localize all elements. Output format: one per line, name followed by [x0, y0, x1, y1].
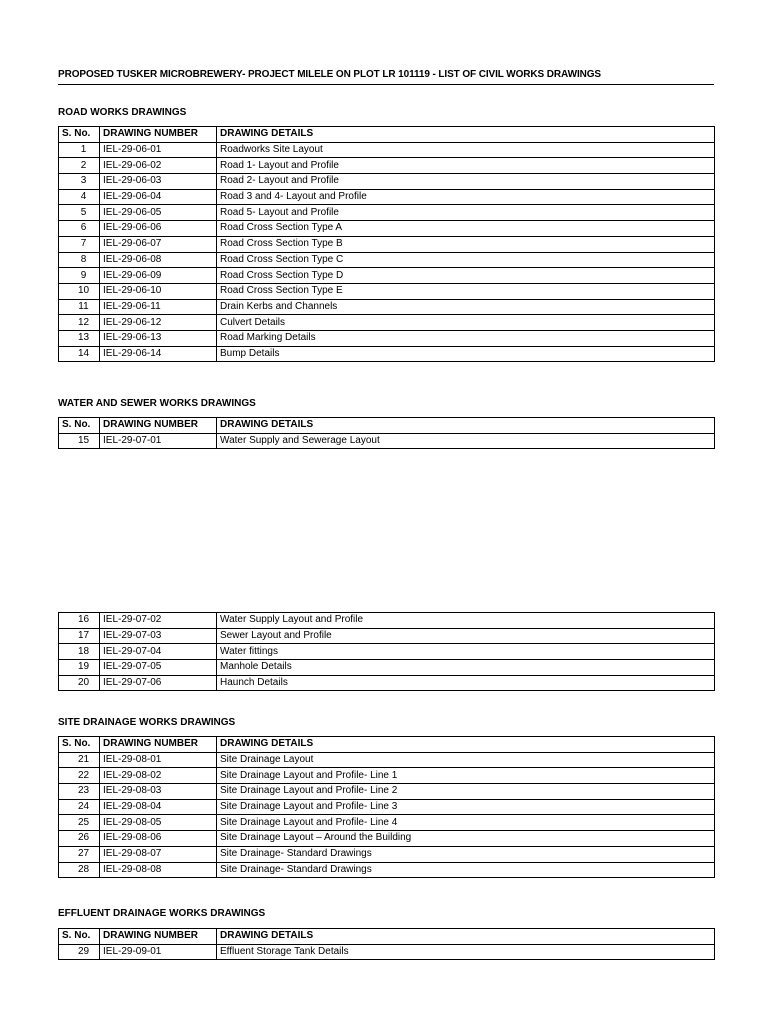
cell-drawing-details: Road Cross Section Type C — [217, 252, 715, 268]
table-row — [59, 815, 715, 831]
cell-sno: 14 — [59, 346, 100, 362]
cell-sno: 16 — [59, 613, 100, 629]
table-row — [59, 799, 715, 815]
cell-drawing-number: IEL-29-07-02 — [100, 613, 217, 629]
water-section-title: WATER AND SEWER WORKS DRAWINGS — [58, 398, 256, 409]
cell-drawing-details: Sewer Layout and Profile — [217, 628, 715, 644]
cell-sno: 28 — [59, 862, 100, 878]
cell-drawing-number: IEL-29-06-07 — [100, 236, 217, 252]
cell-drawing-number: IEL-29-07-06 — [100, 675, 217, 691]
cell-sno: 8 — [59, 252, 100, 268]
cell-drawing-number: IEL-29-06-04 — [100, 189, 217, 205]
cell-sno: 21 — [59, 752, 100, 768]
header-sno: S. No. — [59, 418, 100, 434]
cell-sno: 2 — [59, 158, 100, 174]
effluent-drainage-table — [58, 928, 715, 960]
table-header-row — [59, 929, 715, 945]
cell-sno: 25 — [59, 815, 100, 831]
cell-drawing-details: Site Drainage Layout and Profile- Line 3 — [217, 799, 715, 815]
road-works-table — [58, 126, 715, 362]
cell-drawing-number: IEL-29-06-12 — [100, 315, 217, 331]
cell-drawing-number: IEL-29-06-06 — [100, 221, 217, 237]
cell-drawing-details: Effluent Storage Tank Details — [217, 944, 715, 960]
table-row — [59, 862, 715, 878]
cell-sno: 4 — [59, 189, 100, 205]
cell-drawing-number: IEL-29-06-03 — [100, 174, 217, 190]
header-sno: S. No. — [59, 929, 100, 945]
cell-drawing-details: Site Drainage- Standard Drawings — [217, 862, 715, 878]
water-sewer-table — [58, 417, 715, 449]
table-row — [59, 158, 715, 174]
cell-sno: 20 — [59, 675, 100, 691]
cell-sno: 11 — [59, 299, 100, 315]
cell-drawing-details: Site Drainage Layout and Profile- Line 4 — [217, 815, 715, 831]
table-row — [59, 283, 715, 299]
header-drawing-details: DRAWING DETAILS — [217, 127, 715, 143]
cell-sno: 7 — [59, 236, 100, 252]
road-section-title: ROAD WORKS DRAWINGS — [58, 107, 187, 118]
table-row — [59, 252, 715, 268]
cell-drawing-details: Road Cross Section Type A — [217, 221, 715, 237]
cell-drawing-number: IEL-29-07-03 — [100, 628, 217, 644]
table-row — [59, 784, 715, 800]
table-row — [59, 660, 715, 676]
table-row — [59, 768, 715, 784]
cell-drawing-details: Drain Kerbs and Channels — [217, 299, 715, 315]
cell-sno: 22 — [59, 768, 100, 784]
table-row — [59, 315, 715, 331]
header-drawing-details: DRAWING DETAILS — [217, 737, 715, 753]
effluent-section-title: EFFLUENT DRAINAGE WORKS DRAWINGS — [58, 908, 266, 919]
header-sno: S. No. — [59, 127, 100, 143]
cell-sno: 10 — [59, 283, 100, 299]
cell-sno: 17 — [59, 628, 100, 644]
cell-drawing-details: Site Drainage Layout and Profile- Line 1 — [217, 768, 715, 784]
table-row — [59, 944, 715, 960]
cell-drawing-number: IEL-29-08-02 — [100, 768, 217, 784]
header-drawing-details: DRAWING DETAILS — [217, 929, 715, 945]
cell-drawing-details: Roadworks Site Layout — [217, 142, 715, 158]
header-drawing-number: DRAWING NUMBER — [100, 127, 217, 143]
cell-drawing-number: IEL-29-08-01 — [100, 752, 217, 768]
cell-drawing-details: Site Drainage Layout – Around the Building — [217, 831, 715, 847]
cell-drawing-details: Water fittings — [217, 644, 715, 660]
cell-drawing-number: IEL-29-08-04 — [100, 799, 217, 815]
table-row — [59, 846, 715, 862]
cell-drawing-number: IEL-29-06-08 — [100, 252, 217, 268]
cell-drawing-details: Road Cross Section Type B — [217, 236, 715, 252]
cell-drawing-details: Site Drainage Layout and Profile- Line 2 — [217, 784, 715, 800]
cell-drawing-number: IEL-29-08-03 — [100, 784, 217, 800]
table-row — [59, 644, 715, 660]
table-row — [59, 675, 715, 691]
water-sewer-table-continued — [58, 612, 715, 691]
cell-sno: 29 — [59, 944, 100, 960]
cell-drawing-number: IEL-29-06-05 — [100, 205, 217, 221]
cell-drawing-details: Bump Details — [217, 346, 715, 362]
cell-drawing-details: Road 1- Layout and Profile — [217, 158, 715, 174]
cell-sno: 6 — [59, 221, 100, 237]
table-row — [59, 346, 715, 362]
header-drawing-number: DRAWING NUMBER — [100, 929, 217, 945]
cell-drawing-number: IEL-29-08-07 — [100, 846, 217, 862]
header-drawing-details: DRAWING DETAILS — [217, 418, 715, 434]
header-sno: S. No. — [59, 737, 100, 753]
cell-drawing-number: IEL-29-06-02 — [100, 158, 217, 174]
cell-sno: 13 — [59, 330, 100, 346]
cell-sno: 27 — [59, 846, 100, 862]
cell-drawing-number: IEL-29-06-11 — [100, 299, 217, 315]
cell-drawing-details: Water Supply and Sewerage Layout — [217, 433, 715, 449]
cell-drawing-number: IEL-29-08-06 — [100, 831, 217, 847]
cell-sno: 3 — [59, 174, 100, 190]
table-row — [59, 174, 715, 190]
header-drawing-number: DRAWING NUMBER — [100, 418, 217, 434]
cell-sno: 24 — [59, 799, 100, 815]
cell-drawing-details: Road Cross Section Type E — [217, 283, 715, 299]
cell-drawing-number: IEL-29-07-01 — [100, 433, 217, 449]
cell-sno: 9 — [59, 268, 100, 284]
table-row — [59, 189, 715, 205]
cell-drawing-details: Site Drainage- Standard Drawings — [217, 846, 715, 862]
table-row — [59, 299, 715, 315]
table-row — [59, 205, 715, 221]
cell-drawing-details: Road Cross Section Type D — [217, 268, 715, 284]
cell-sno: 15 — [59, 433, 100, 449]
cell-sno: 1 — [59, 142, 100, 158]
cell-sno: 23 — [59, 784, 100, 800]
cell-sno: 12 — [59, 315, 100, 331]
cell-drawing-number: IEL-29-06-10 — [100, 283, 217, 299]
table-header-row — [59, 737, 715, 753]
cell-drawing-details: Haunch Details — [217, 675, 715, 691]
table-row — [59, 613, 715, 629]
cell-drawing-number: IEL-29-08-08 — [100, 862, 217, 878]
table-row — [59, 433, 715, 449]
cell-sno: 26 — [59, 831, 100, 847]
table-header-row — [59, 127, 715, 143]
table-row — [59, 330, 715, 346]
cell-drawing-number: IEL-29-06-09 — [100, 268, 217, 284]
cell-sno: 18 — [59, 644, 100, 660]
cell-drawing-number: IEL-29-06-13 — [100, 330, 217, 346]
cell-drawing-details: Road 2- Layout and Profile — [217, 174, 715, 190]
table-row — [59, 142, 715, 158]
cell-drawing-number: IEL-29-08-05 — [100, 815, 217, 831]
cell-drawing-number: IEL-29-09-01 — [100, 944, 217, 960]
table-row — [59, 628, 715, 644]
cell-drawing-details: Road 5- Layout and Profile — [217, 205, 715, 221]
header-drawing-number: DRAWING NUMBER — [100, 737, 217, 753]
site-drainage-table — [58, 736, 715, 878]
site-drainage-section-title: SITE DRAINAGE WORKS DRAWINGS — [58, 717, 236, 728]
cell-drawing-details: Site Drainage Layout — [217, 752, 715, 768]
cell-drawing-details: Culvert Details — [217, 315, 715, 331]
table-row — [59, 831, 715, 847]
cell-sno: 19 — [59, 660, 100, 676]
cell-drawing-number: IEL-29-07-05 — [100, 660, 217, 676]
cell-drawing-details: Road 3 and 4- Layout and Profile — [217, 189, 715, 205]
table-row — [59, 268, 715, 284]
cell-drawing-number: IEL-29-07-04 — [100, 644, 217, 660]
table-header-row — [59, 418, 715, 434]
cell-drawing-number: IEL-29-06-14 — [100, 346, 217, 362]
table-row — [59, 236, 715, 252]
cell-sno: 5 — [59, 205, 100, 221]
page-title: PROPOSED TUSKER MICROBREWERY- PROJECT MILELE ON PLOT LR 101119 - LIST OF CIVIL WORKS DRAWINGS — [58, 69, 714, 85]
cell-drawing-details: Manhole Details — [217, 660, 715, 676]
cell-drawing-details: Water Supply Layout and Profile — [217, 613, 715, 629]
table-row — [59, 752, 715, 768]
cell-drawing-details: Road Marking Details — [217, 330, 715, 346]
table-row — [59, 221, 715, 237]
cell-drawing-number: IEL-29-06-01 — [100, 142, 217, 158]
